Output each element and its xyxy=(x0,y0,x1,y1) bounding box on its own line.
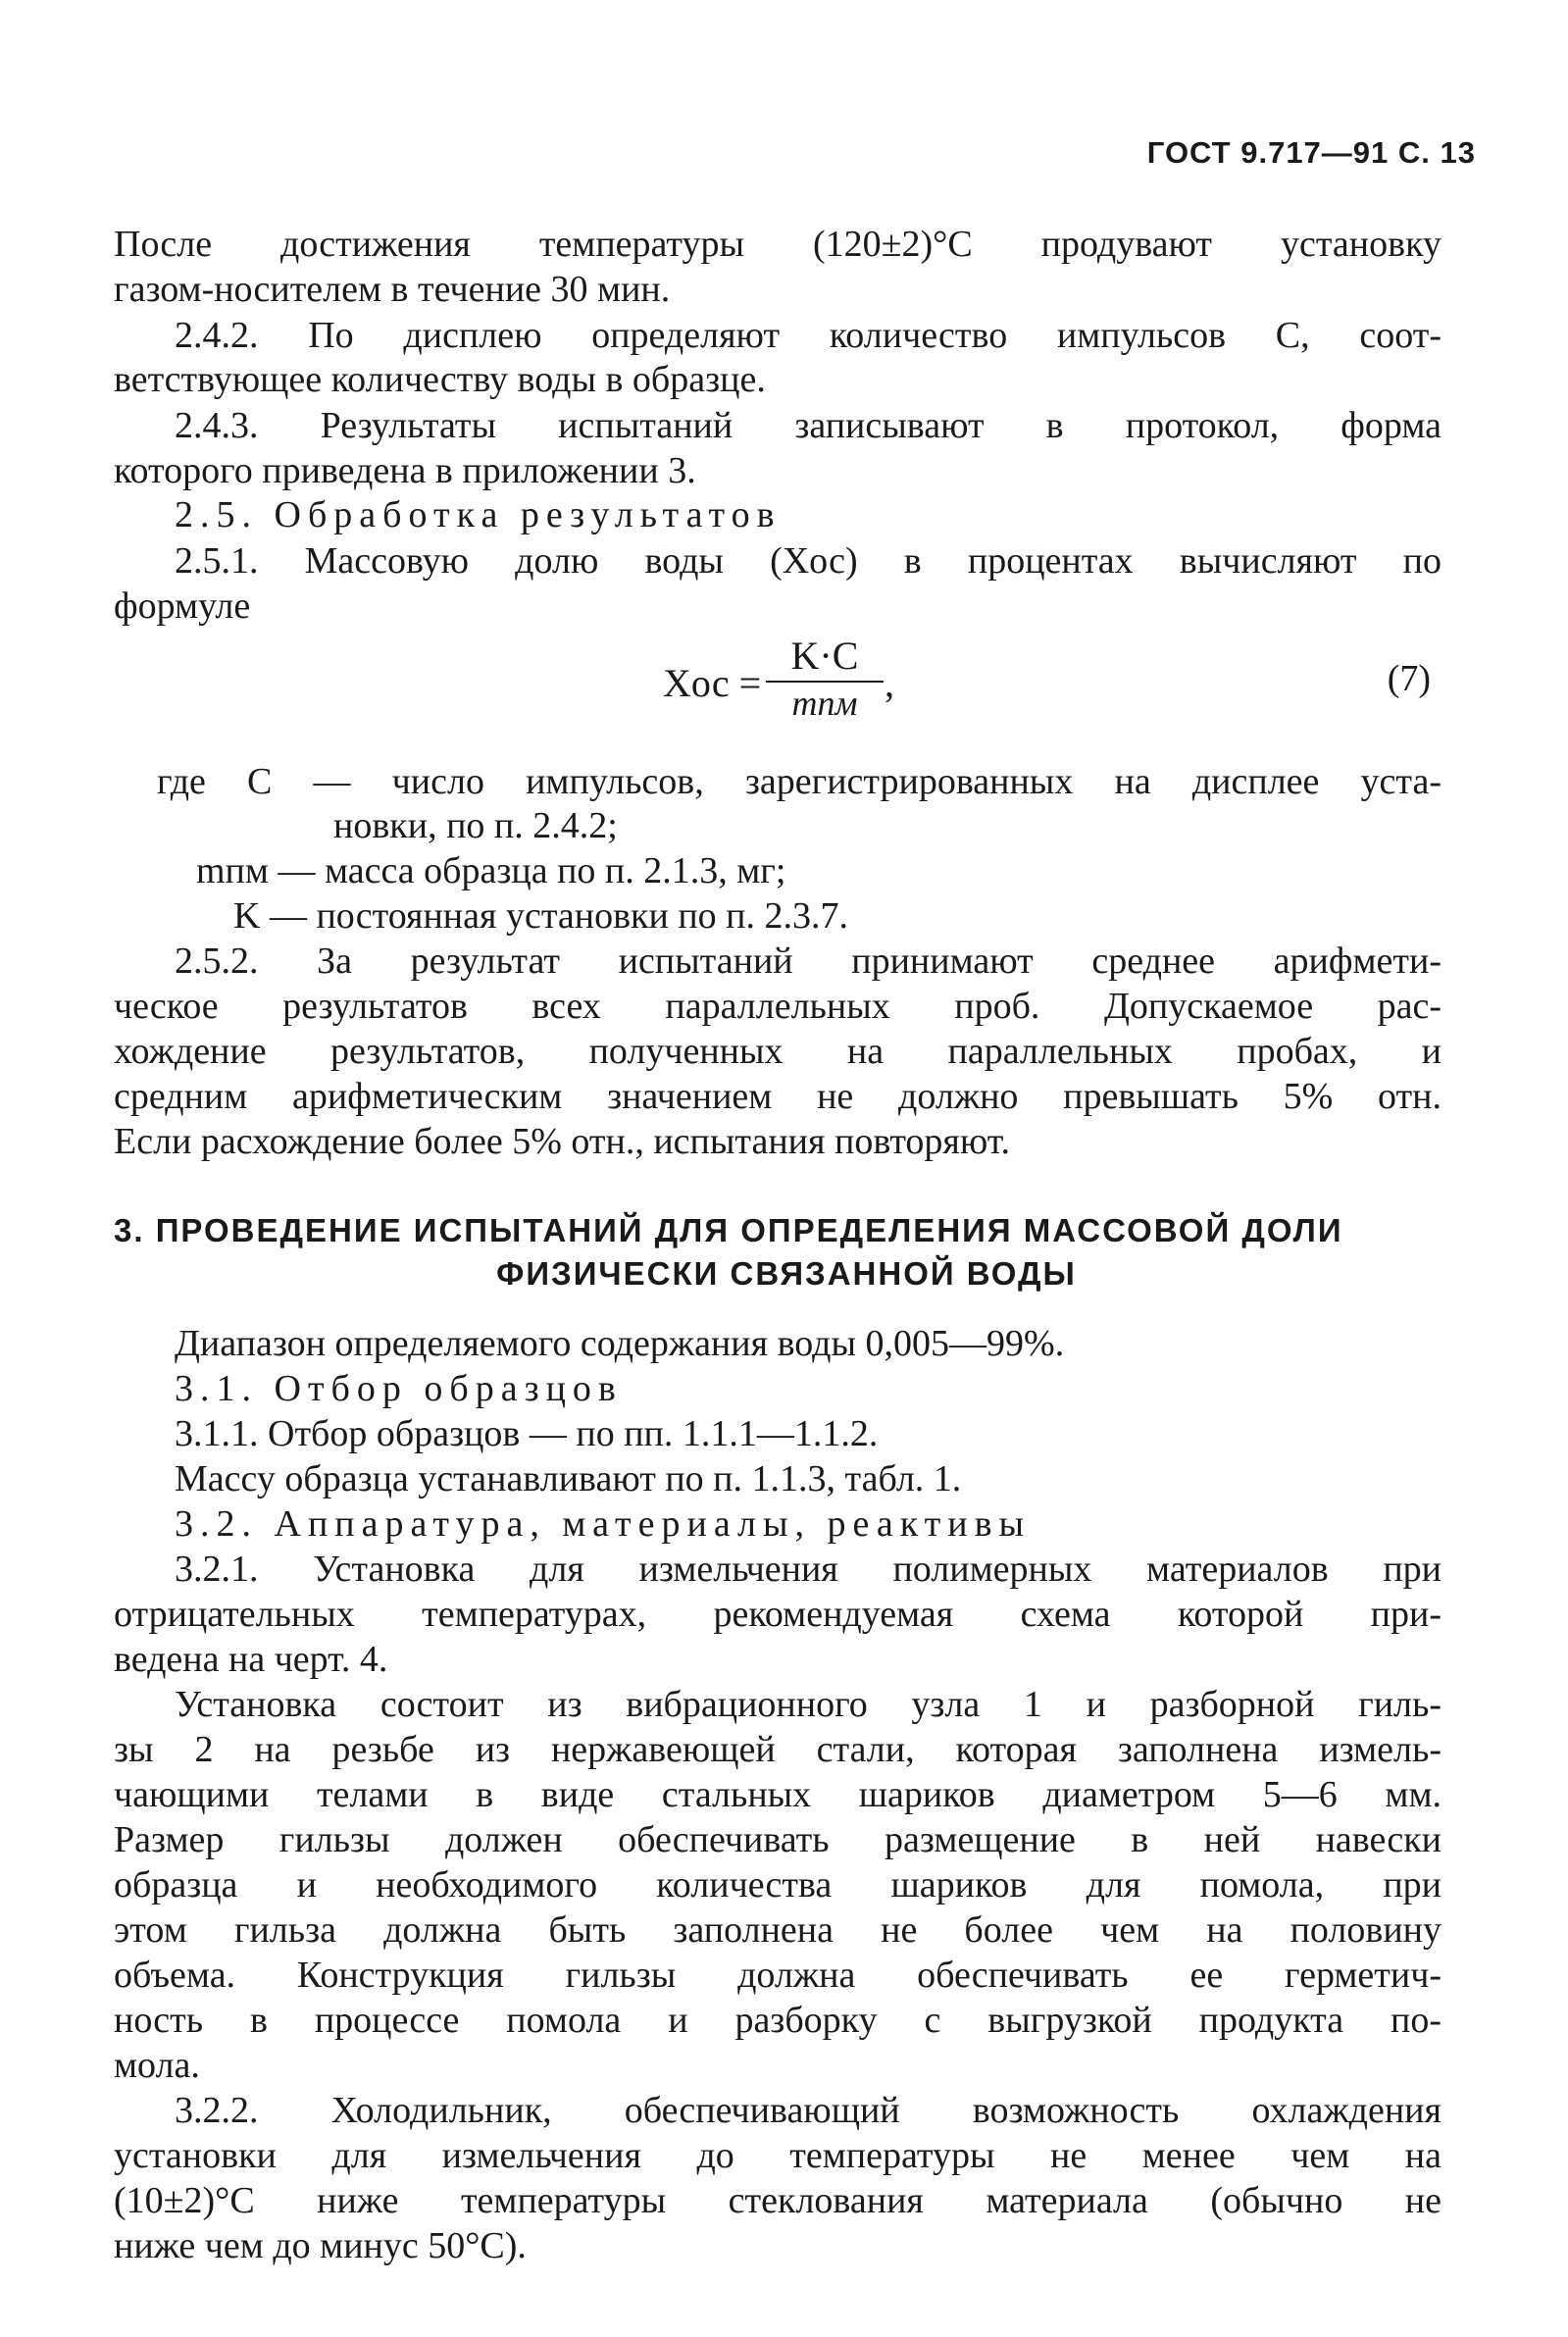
section-heading: 3. ПРОВЕДЕНИЕ ИСПЫТАНИЙ ДЛЯ ОПРЕДЕЛЕНИЯ МАССОВОЙ ДОЛИ xyxy=(114,1212,1343,1248)
text-line: ность в процессе помола и разборку с выгрузкой продукта по- xyxy=(114,2000,1442,2041)
formula-lhs: Xос = xyxy=(663,661,762,705)
text-line: 2.5.1. Массовую долю воды (Xос) в процентах вычисляют по xyxy=(175,540,1442,582)
section-subheading: 2.5. Обработка результатов xyxy=(175,494,782,535)
text-line: зы 2 на резьбе из нержавеющей стали, которая заполнена измель- xyxy=(114,1729,1442,1770)
text-line: новки, по п. 2.4.2; xyxy=(333,805,618,846)
text-line: Массу образца устанавливают по п. 1.1.3, табл. 1. xyxy=(175,1458,962,1499)
text-line: чающими телами в виде стальных шариков диаметром 5—6 мм. xyxy=(114,1774,1442,1815)
text-line: которого приведена в приложении 3. xyxy=(114,450,696,491)
text-line: ческое результатов всех параллельных проб. Допускаемое рас- xyxy=(114,986,1442,1027)
text-line: 3.1.1. Отбор образцов — по пп. 1.1.1—1.1.2. xyxy=(175,1413,879,1454)
text-line: mпм — масса образца по п. 2.1.3, мг; xyxy=(196,850,786,891)
section-heading-continued: ФИЗИЧЕСКИ СВЯЗАННОЙ ВОДЫ xyxy=(496,1255,1077,1292)
text-line: хождение результатов, полученных на параллельных пробах, и xyxy=(114,1031,1442,1072)
text-line: Диапазон определяемого содержания воды 0,005—99%. xyxy=(175,1323,1065,1364)
formula-denominator: mпм xyxy=(791,684,858,723)
text-line: ветствующее количеству воды в образце. xyxy=(114,359,766,400)
text-line: 2.4.3. Результаты испытаний записывают в протокол, форма xyxy=(175,405,1442,446)
text-line: ниже чем до минус 50°С). xyxy=(114,2225,527,2266)
formula-fraction xyxy=(766,633,884,724)
text-line: После достижения температуры (120±2)°С продувают установку xyxy=(114,224,1442,265)
text-line: K — постоянная установки по п. 2.3.7. xyxy=(233,895,849,937)
text-line: Размер гильзы должен обеспечивать размещение в ней навески xyxy=(114,1819,1442,1860)
text-line: газом-носителем в течение 30 мин. xyxy=(114,269,671,310)
text-line: ведена на черт. 4. xyxy=(114,1639,388,1680)
section-subheading: 3.1. Отбор образцов xyxy=(175,1368,623,1409)
text-line: 2.5.2. За результат испытаний принимают среднее арифмети- xyxy=(175,940,1442,982)
section-subheading: 3.2. Аппаратура, материалы, реактивы xyxy=(175,1503,1032,1545)
page-header: ГОСТ 9.717—91 С. 13 xyxy=(1146,135,1476,170)
text-line: средним арифметическим значением не должно превышать 5% отн. xyxy=(114,1076,1442,1117)
equation-number: (7) xyxy=(1387,658,1431,699)
text-line: этом гильза должна быть заполнена не более чем на половину xyxy=(114,1909,1442,1951)
text-line: объема. Конструкция гильзы должна обеспечивать ее герметич- xyxy=(114,1955,1442,1996)
text-line: образца и необходимого количества шариков для помола, при xyxy=(114,1864,1442,1905)
formula-numerator: K·C xyxy=(766,633,884,683)
text-line: формуле xyxy=(114,585,251,627)
text-line: отрицательных температурах, рекомендуемая схема которой при- xyxy=(114,1594,1442,1635)
text-line: 3.2.2. Холодильник, обеспечивающий возможность охлаждения xyxy=(175,2090,1442,2131)
text-line: мола. xyxy=(114,2045,200,2086)
text-line: 2.4.2. По дисплею определяют количество импульсов C, соот- xyxy=(175,315,1442,356)
text-line: 3.2.1. Установка для измельчения полимерных материалов при xyxy=(175,1549,1442,1590)
text-line: где C — число импульсов, зарегистрированных на дисплее уста- xyxy=(157,761,1442,802)
text-line: (10±2)°С ниже температуры стеклования материала (обычно не xyxy=(114,2180,1442,2221)
text-line: Установка состоит из вибрационного узла 1 и разборной гиль- xyxy=(175,1684,1442,1725)
text-line: установки для измельчения до температуры не менее чем на xyxy=(114,2135,1442,2176)
text-line: Если расхождение более 5% отн., испытания повторяют. xyxy=(114,1121,1011,1162)
formula-comma: , xyxy=(885,661,894,705)
